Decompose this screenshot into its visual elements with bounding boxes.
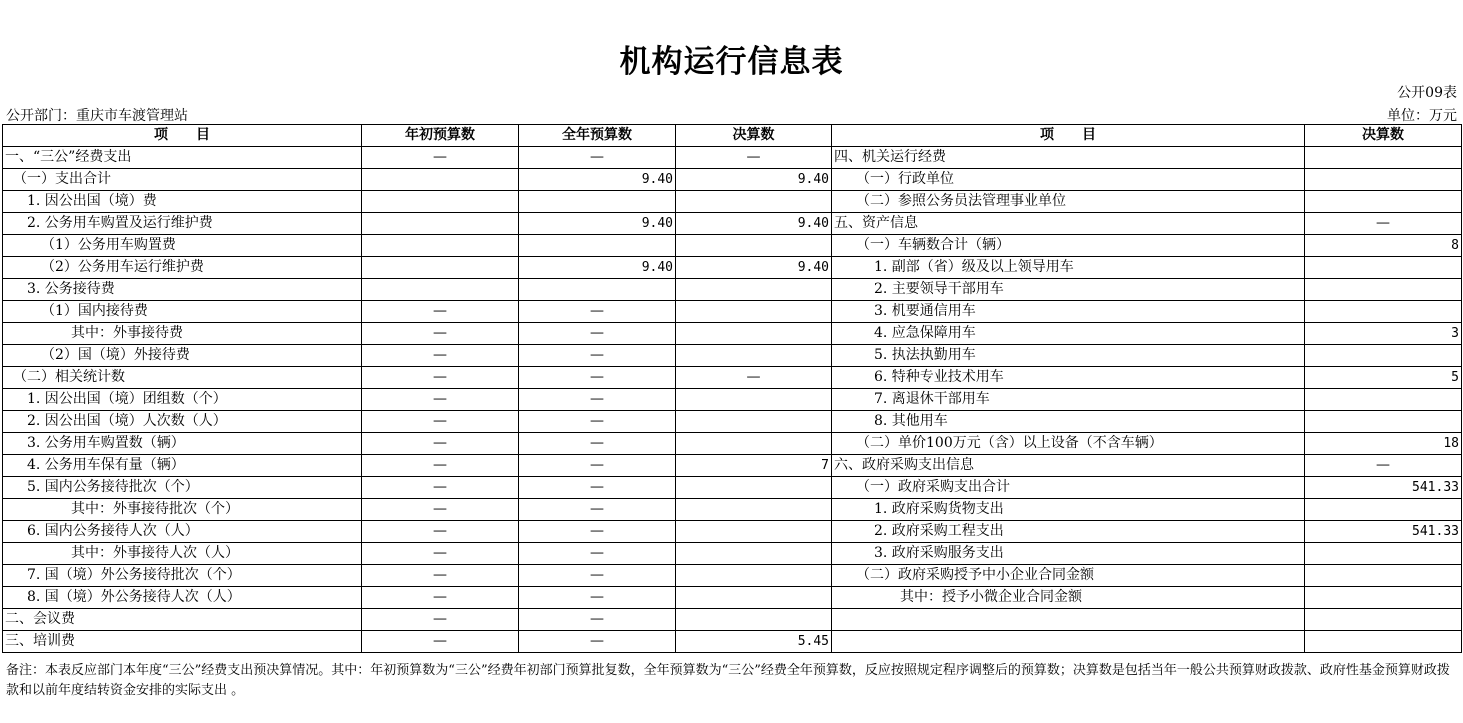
cell-item-left: 一、“三公”经费支出 — [3, 147, 362, 169]
cell-budget-full — [519, 191, 676, 213]
table-row — [3, 499, 1462, 521]
table-row — [3, 455, 1462, 477]
cell-budget-initial: — — [362, 389, 519, 411]
cell-budget-initial: — — [362, 499, 519, 521]
cell-budget-initial: — — [362, 367, 519, 389]
cell-budget-full: — — [519, 499, 676, 521]
cell-item-left: （1）公务用车购置费 — [3, 235, 362, 257]
cell-item-left: 2. 公务用车购置及运行维护费 — [3, 213, 362, 235]
cell-budget-initial: — — [362, 345, 519, 367]
cell-final-right: — — [1305, 455, 1462, 477]
cell-item-left: 7. 国（境）外公务接待批次（个） — [3, 565, 362, 587]
table-row — [3, 433, 1462, 455]
cell-budget-initial: — — [362, 455, 519, 477]
table-row — [3, 257, 1462, 279]
cell-final — [676, 499, 832, 521]
table-row — [3, 367, 1462, 389]
cell-final — [676, 543, 832, 565]
cell-item-right: 3. 机要通信用车 — [832, 301, 1305, 323]
header-final: 决算数 — [676, 125, 832, 147]
cell-item-left: 4. 公务用车保有量（辆） — [3, 455, 362, 477]
cell-item-left: （2）公务用车运行维护费 — [3, 257, 362, 279]
cell-final — [676, 389, 832, 411]
header-budget-initial: 年初预算数 — [362, 125, 519, 147]
cell-final — [676, 565, 832, 587]
cell-budget-initial: — — [362, 543, 519, 565]
cell-item-right: 2. 政府采购工程支出 — [832, 521, 1305, 543]
cell-budget-full: — — [519, 411, 676, 433]
cell-final-right — [1305, 147, 1462, 169]
cell-budget-initial: — — [362, 631, 519, 653]
table-row — [3, 147, 1462, 169]
cell-item-right: 四、机关运行经费 — [832, 147, 1305, 169]
cell-final — [676, 477, 832, 499]
cell-item-right: 1. 政府采购货物支出 — [832, 499, 1305, 521]
table-row — [3, 389, 1462, 411]
cell-budget-full: — — [519, 455, 676, 477]
cell-budget-initial — [362, 191, 519, 213]
cell-item-left: 2. 因公出国（境）人次数（人） — [3, 411, 362, 433]
cell-item-right: 1. 副部（省）级及以上领导用车 — [832, 257, 1305, 279]
table-row — [3, 609, 1462, 631]
table-row — [3, 631, 1462, 653]
cell-budget-initial — [362, 279, 519, 301]
cell-budget-initial — [362, 213, 519, 235]
cell-final: — — [676, 367, 832, 389]
page-title: 机构运行信息表 — [619, 44, 844, 80]
cell-final — [676, 433, 832, 455]
cell-final-right — [1305, 191, 1462, 213]
header-final-right: 决算数 — [1305, 125, 1462, 147]
cell-budget-full: — — [519, 367, 676, 389]
table-row — [3, 521, 1462, 543]
info-table — [2, 124, 1462, 653]
table-row — [3, 543, 1462, 565]
cell-budget-initial: — — [362, 411, 519, 433]
cell-budget-full: — — [519, 521, 676, 543]
table-row — [3, 587, 1462, 609]
cell-budget-initial — [362, 235, 519, 257]
cell-final-right — [1305, 411, 1462, 433]
cell-budget-full: 9.40 — [519, 257, 676, 279]
cell-budget-initial: — — [362, 433, 519, 455]
cell-budget-full: 9.40 — [519, 169, 676, 191]
table-row — [3, 565, 1462, 587]
cell-item-right: （一）政府采购支出合计 — [832, 477, 1305, 499]
cell-item-right: （一）行政单位 — [832, 169, 1305, 191]
cell-item-left: 其中：外事接待费 — [3, 323, 362, 345]
cell-item-left: （一）支出合计 — [3, 169, 362, 191]
cell-item-left: 二、会议费 — [3, 609, 362, 631]
cell-budget-initial: — — [362, 565, 519, 587]
cell-item-left: 1. 因公出国（境）团组数（个） — [3, 389, 362, 411]
cell-budget-initial: — — [362, 477, 519, 499]
cell-item-right: 五、资产信息 — [832, 213, 1305, 235]
cell-final-right: 541.33 — [1305, 477, 1462, 499]
cell-final-right — [1305, 631, 1462, 653]
cell-final-right: 8 — [1305, 235, 1462, 257]
cell-item-left: 3. 公务用车购置数（辆） — [3, 433, 362, 455]
cell-item-left: （2）国（境）外接待费 — [3, 345, 362, 367]
cell-item-left: （1）国内接待费 — [3, 301, 362, 323]
table-row — [3, 477, 1462, 499]
cell-item-right: 5. 执法执勤用车 — [832, 345, 1305, 367]
header-budget-full: 全年预算数 — [519, 125, 676, 147]
cell-final-right: 5 — [1305, 367, 1462, 389]
header-item-right: 项 目 — [832, 125, 1305, 147]
cell-budget-initial: — — [362, 609, 519, 631]
cell-final-right — [1305, 609, 1462, 631]
cell-budget-initial: — — [362, 147, 519, 169]
cell-item-left: （二）相关统计数 — [3, 367, 362, 389]
cell-budget-full: — — [519, 345, 676, 367]
cell-final: 7 — [676, 455, 832, 477]
cell-item-right: （二）政府采购授予中小企业合同金额 — [832, 565, 1305, 587]
cell-budget-full: — — [519, 587, 676, 609]
cell-item-left: 其中：外事接待人次（人） — [3, 543, 362, 565]
cell-final-right: 3 — [1305, 323, 1462, 345]
cell-item-left: 1. 因公出国（境）费 — [3, 191, 362, 213]
cell-item-left: 其中：外事接待批次（个） — [3, 499, 362, 521]
footnote: 备注：本表反应部门本年度“三公”经费支出预决算情况。其中：年初预算数为“三公”经费年初部门预算批复数，全年预算数为“三公”经费全年预算数，反应按照规定程序调整后的预算数；决算数是包括当年一般公共预算财政拨款、政府性基金预算财政拨款和以前年度结转资金安排的实际支出 。 — [6, 663, 1450, 698]
cell-item-left: 6. 国内公务接待人次（人） — [3, 521, 362, 543]
cell-final-right — [1305, 301, 1462, 323]
cell-final — [676, 345, 832, 367]
department-label: 公开部门：重庆市车渡管理站 — [6, 108, 188, 124]
unit-label: 单位：万元 — [1387, 108, 1457, 124]
cell-final: 9.40 — [676, 213, 832, 235]
cell-final-right — [1305, 345, 1462, 367]
cell-item-right: 4. 应急保障用车 — [832, 323, 1305, 345]
cell-budget-full: — — [519, 543, 676, 565]
cell-final-right: 18 — [1305, 433, 1462, 455]
cell-final-right — [1305, 389, 1462, 411]
table-row — [3, 301, 1462, 323]
cell-item-right: 8. 其他用车 — [832, 411, 1305, 433]
cell-item-right: 2. 主要领导干部用车 — [832, 279, 1305, 301]
cell-final: — — [676, 147, 832, 169]
cell-budget-full: — — [519, 301, 676, 323]
cell-item-right: 6. 特种专业技术用车 — [832, 367, 1305, 389]
table-row — [3, 323, 1462, 345]
header-item-left: 项 目 — [3, 125, 362, 147]
cell-final-right — [1305, 587, 1462, 609]
cell-budget-initial: — — [362, 587, 519, 609]
cell-item-right: （二）参照公务员法管理事业单位 — [832, 191, 1305, 213]
cell-item-right: 7. 离退休干部用车 — [832, 389, 1305, 411]
cell-final-right — [1305, 257, 1462, 279]
cell-final-right — [1305, 169, 1462, 191]
cell-final — [676, 521, 832, 543]
cell-final — [676, 587, 832, 609]
cell-budget-initial: — — [362, 323, 519, 345]
table-row — [3, 279, 1462, 301]
cell-final — [676, 301, 832, 323]
cell-final — [676, 279, 832, 301]
cell-item-left: 三、培训费 — [3, 631, 362, 653]
cell-final-right — [1305, 565, 1462, 587]
cell-final: 9.40 — [676, 257, 832, 279]
cell-budget-full: — — [519, 323, 676, 345]
table-header-row — [3, 125, 1462, 147]
cell-budget-full: — — [519, 631, 676, 653]
cell-item-right: 其中：授予小微企业合同金额 — [832, 587, 1305, 609]
cell-final-right: 541.33 — [1305, 521, 1462, 543]
cell-item-left: 8. 国（境）外公务接待人次（人） — [3, 587, 362, 609]
table-row — [3, 411, 1462, 433]
cell-budget-full: — — [519, 389, 676, 411]
cell-item-left: 5. 国内公务接待批次（个） — [3, 477, 362, 499]
cell-item-right — [832, 609, 1305, 631]
cell-final — [676, 323, 832, 345]
table-row — [3, 191, 1462, 213]
cell-item-right: 3. 政府采购服务支出 — [832, 543, 1305, 565]
cell-final-right — [1305, 279, 1462, 301]
cell-final — [676, 191, 832, 213]
cell-budget-initial: — — [362, 301, 519, 323]
cell-budget-initial — [362, 257, 519, 279]
cell-budget-full: 9.40 — [519, 213, 676, 235]
cell-final: 9.40 — [676, 169, 832, 191]
cell-budget-full — [519, 279, 676, 301]
table-row — [3, 213, 1462, 235]
cell-budget-full: — — [519, 147, 676, 169]
form-number: 公开09表 — [1397, 85, 1457, 101]
cell-final — [676, 609, 832, 631]
cell-budget-full: — — [519, 477, 676, 499]
cell-item-right: （二）单价100万元（含）以上设备（不含车辆） — [832, 433, 1305, 455]
cell-final-right — [1305, 543, 1462, 565]
table-row — [3, 169, 1462, 191]
cell-item-right — [832, 631, 1305, 653]
table-row — [3, 345, 1462, 367]
cell-final-right — [1305, 499, 1462, 521]
cell-item-right: 六、政府采购支出信息 — [832, 455, 1305, 477]
cell-final-right: — — [1305, 213, 1462, 235]
cell-item-right: （一）车辆数合计（辆） — [832, 235, 1305, 257]
cell-budget-full — [519, 235, 676, 257]
cell-budget-full: — — [519, 433, 676, 455]
cell-final: 5.45 — [676, 631, 832, 653]
cell-budget-initial: — — [362, 521, 519, 543]
cell-final — [676, 411, 832, 433]
cell-budget-full: — — [519, 565, 676, 587]
cell-item-left: 3. 公务接待费 — [3, 279, 362, 301]
table-row — [3, 235, 1462, 257]
cell-budget-initial — [362, 169, 519, 191]
cell-budget-full: — — [519, 609, 676, 631]
cell-final — [676, 235, 832, 257]
